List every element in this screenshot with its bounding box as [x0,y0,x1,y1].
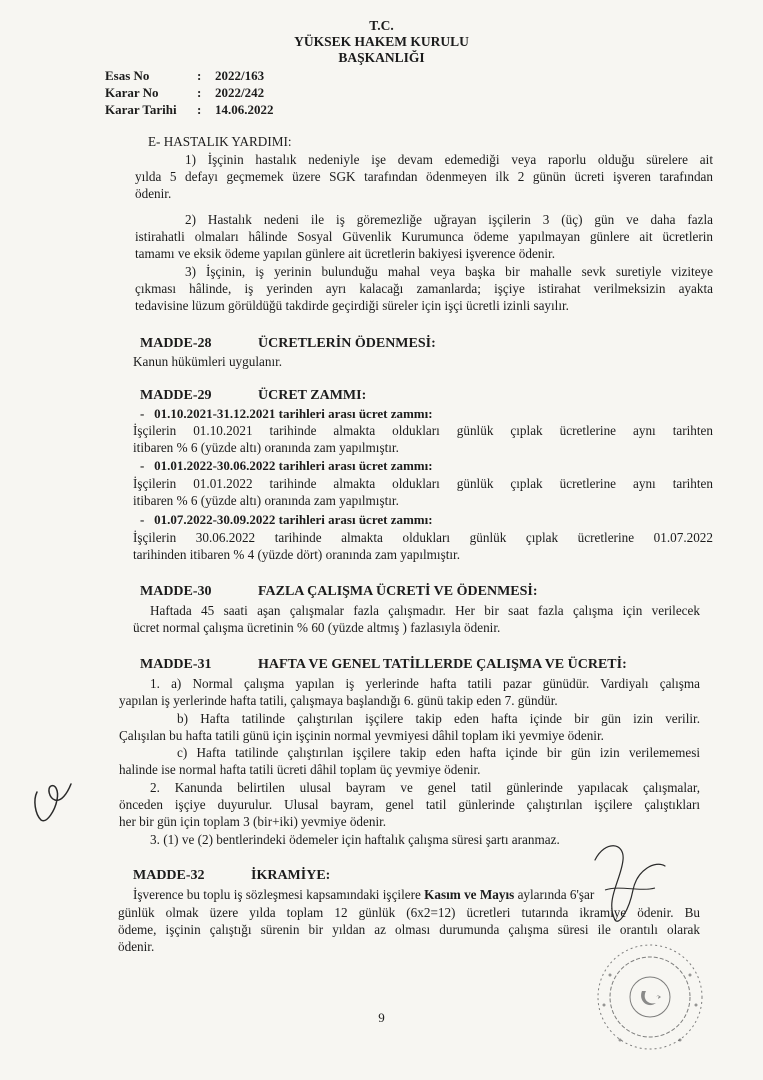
meta-colon: : [197,85,202,100]
bullet: - [140,406,145,421]
header-institution: YÜKSEK HAKEM KURULU [294,34,469,49]
article-title: İKRAMİYE: [251,868,331,883]
bullet: - [140,512,145,527]
bullet: - [140,458,145,473]
signature-mark [585,830,675,940]
article-title: ÜCRETLERİN ÖDENMESİ: [258,336,436,351]
article-29-heading [140,388,366,404]
meta-karar [105,85,264,101]
e-line: tedavisine lüzum görüldüğü takdirde geçirdiği süreler için işçi ücretli izinli sayılır. [135,298,569,313]
header-presidency: BAŞKANLIĞI [338,50,425,65]
raise-line: İşçilerin 01.10.2021 tarihinde almakta oldukları günlük çıplak ücretlerine aynı tarihten [133,423,713,438]
article-number: MADDE-30 [140,584,212,599]
raise-line: İşçilerin 01.01.2022 tarihinde almakta oldukları günlük çıplak ücretlerine aynı tarihten [133,476,713,491]
raise-line: İşçilerin 30.06.2022 tarihinde almakta oldukları günlük çıplak ücretlerine 01.07.2022 [133,530,713,545]
article-31-line: Çalışılan bu hafta tatili günü için işçinin normal yevmiyesi dâhil toplam iki yevmiye ödenir. [119,728,604,743]
article-31-line: b) Hafta tatilinde çalıştırılan işçilere takip eden hafta içinde bir gün izin verilir. [177,711,700,726]
raise-period-heading [140,512,433,528]
official-seal-stamp [590,935,710,1065]
e-line: tamamı ve eksik ödeme yapılan günlere ait ücretlerin bakiyesi işverence ödenir. [135,246,556,261]
raise-period-heading [140,406,433,422]
article-32-line: ödenir. [118,939,155,954]
e-line: 3) İşçinin, iş yerinin bulunduğu mahal veya başka bir mahalle sevk suretiyle viziteye [185,264,713,279]
article-32-heading [133,868,330,884]
meta-value: 2022/242 [215,85,265,100]
article-32-line [133,887,594,903]
raise-line: itibaren % 6 (yüzde altı) oranında zam yapılmıştır. [133,493,399,508]
article-28-text: Kanun hükümleri uygulanır. [133,354,283,369]
article-31-heading [140,657,627,673]
raise-period-title: 01.10.2021-31.12.2021 tarihleri arası ücret zammı: [154,406,433,421]
article-number: MADDE-32 [133,868,205,883]
article-31-line: önceden işçiye duyurulur. Ulusal bayram, genel tatil günlerinde çalıştırılan işçilere çalıştıkları [119,797,700,812]
article-30-heading [140,584,538,600]
article-30-line: ücret normal çalışma ücretinin % 60 (yüzde altmış ) fazlasıyla ödenir. [133,620,501,635]
article-title: FAZLA ÇALIŞMA ÜCRETİ VE ÖDENMESİ: [258,584,538,599]
article-31-line: her bir gün için toplam 3 (bir+iki) yevmiye ödenir. [119,814,387,829]
e-line: yılda 5 defayı geçmemek üzere SGK tarafından ödenmeyen ilk 2 günün ücreti işveren tarafından [135,169,713,184]
e-line: istirahatli olmaları hâlinde Sosyal Güvenlik Kurumunca ödeme yapılmayan günlere ait ücretlerin [135,229,713,244]
raise-line: tarihinden itibaren % 4 (yüzde dört) oranında zam yapılmıştır. [133,547,461,562]
article-32-line: ödeme, işçinin çalıştığı sürenin bir yıldan az olması durumunda çalışma süresi ile orantılı olarak [118,922,700,937]
bonus-text-end: aylarında 6'şar [514,887,595,902]
header-tc: T.C. [369,18,394,33]
e-line: çıkması hâlinde, iş yerinden ayrı kalacağı zamanlarda; işçiye istirahat verilmeksizin ayakta [135,281,713,296]
article-31-line: c) Hafta tatilinde çalıştırılan işçilere takip eden hafta içinde bir gün izin verilememesi [177,745,700,760]
raise-period-title: 01.07.2022-30.09.2022 tarihleri arası ücret zammı: [154,512,433,527]
meta-key: Karar No [105,85,159,100]
article-title: ÜCRET ZAMMI: [258,388,367,403]
bonus-text: İşverence bu toplu iş sözleşmesi kapsamındaki işçilere [133,887,425,902]
meta-colon: : [197,68,202,83]
article-number: MADDE-29 [140,388,212,403]
raise-period-heading [140,458,433,474]
meta-key: Esas No [105,68,150,83]
article-28-heading [140,336,436,352]
handwritten-initial [25,770,85,830]
article-title: HAFTA VE GENEL TATİLLERDE ÇALIŞMA VE ÜCRETİ: [258,657,627,672]
meta-value: 14.06.2022 [215,102,274,117]
meta-esas [105,68,264,84]
article-30-line: Haftada 45 saati aşan çalışmalar fazla çalışmadır. Her bir saat fazla çalışma için verilecek [150,603,700,618]
article-31-line: 2. Kanunda belirtilen ulusal bayram ve genel tatil günlerinde yapılacak çalışmalar, [150,780,700,795]
meta-karar-tarihi [105,102,274,118]
meta-colon: : [197,102,202,117]
article-32-line: günlük olmak üzere yılda toplam 12 günlük (6x2=12) ücretleri tutarında ikramiye ödenir. Bu [118,905,700,920]
meta-value: 2022/163 [215,68,265,83]
meta-key: Karar Tarihi [105,102,177,117]
article-31-line: yapılan iş yerlerinde hafta tatili, çalışmaya başlandığı 6. günü takip eden 7. gündür. [119,693,558,708]
raise-line: itibaren % 6 (yüzde altı) oranında zam yapılmıştır. [133,440,399,455]
article-31-line: halinde ise normal hafta tatili ücreti dâhil toplam üç yevmiye ödenir. [119,762,481,777]
bonus-months: Kasım ve Mayıs [424,887,515,902]
article-number: MADDE-31 [140,657,212,672]
e-line: ödenir. [135,186,172,201]
section-e-title: E- HASTALIK YARDIMI: [148,134,292,149]
article-number: MADDE-28 [140,336,212,351]
article-31-line: 1. a) Normal çalışma yapılan iş yerlerinde hafta tatili pazar günüdür. Vardiyalı çalışma [150,676,700,691]
e-line: 2) Hastalık nedeni ile iş göremezliğe uğrayan işçilerin 3 (üç) gün ve daha fazla [185,212,713,227]
page-number: 9 [378,1010,385,1025]
raise-period-title: 01.01.2022-30.06.2022 tarihleri arası ücret zammı: [154,458,433,473]
e-line: 1) İşçinin hastalık nedeniyle işe devam edemediği veya raporlu olduğu sürelere ait [185,152,713,167]
article-31-line: 3. (1) ve (2) bentlerindeki ödemeler için haftalık çalışma süresi şartı aranmaz. [150,832,560,847]
